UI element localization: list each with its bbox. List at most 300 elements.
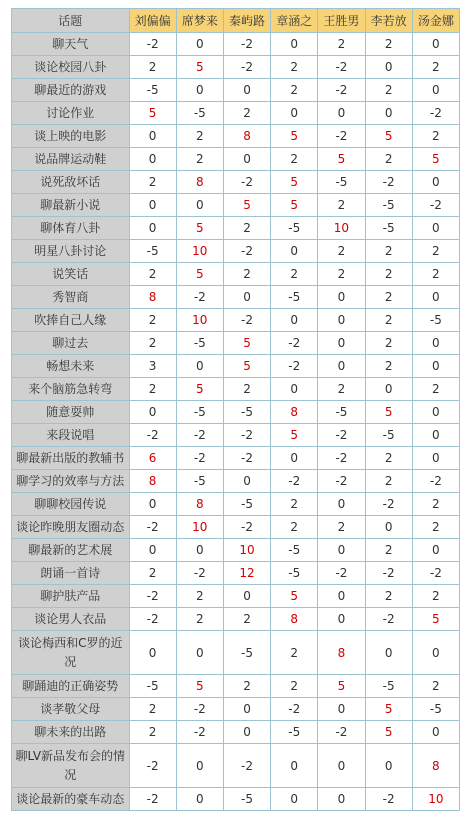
score-cell: -2 xyxy=(271,332,318,355)
score-cell: 10 xyxy=(176,240,223,263)
topic-cell: 聊最新小说 xyxy=(12,194,130,217)
score-cell: 2 xyxy=(318,240,365,263)
score-cell: 2 xyxy=(365,148,412,171)
score-cell: 2 xyxy=(176,608,223,631)
score-cell: 0 xyxy=(412,631,459,675)
table-row xyxy=(12,788,460,811)
table-row xyxy=(12,263,460,286)
score-cell: 2 xyxy=(412,378,459,401)
score-cell: 2 xyxy=(318,378,365,401)
score-cell: -2 xyxy=(412,102,459,125)
score-cell: 0 xyxy=(271,102,318,125)
score-cell: 0 xyxy=(223,698,270,721)
topic-cell: 聊LV新品发布会的情况 xyxy=(12,744,130,788)
score-cell: 2 xyxy=(412,516,459,539)
score-cell: 0 xyxy=(271,33,318,56)
score-cell: 0 xyxy=(129,194,176,217)
score-cell: -5 xyxy=(271,562,318,585)
topic-cell: 秀智商 xyxy=(12,286,130,309)
score-cell: 5 xyxy=(223,332,270,355)
score-cell: -2 xyxy=(223,744,270,788)
score-cell: 0 xyxy=(271,309,318,332)
topic-cell: 明星八卦讨论 xyxy=(12,240,130,263)
score-cell: -2 xyxy=(223,424,270,447)
score-cell: 0 xyxy=(412,79,459,102)
score-cell: 2 xyxy=(412,263,459,286)
topic-cell: 聊过去 xyxy=(12,332,130,355)
score-cell: -2 xyxy=(271,470,318,493)
score-cell: 0 xyxy=(271,788,318,811)
score-cell: 2 xyxy=(176,585,223,608)
score-cell: 0 xyxy=(318,698,365,721)
score-cell: -5 xyxy=(223,493,270,516)
score-cell: 0 xyxy=(318,539,365,562)
score-cell: 10 xyxy=(412,788,459,811)
topic-cell: 谈论校园八卦 xyxy=(12,56,130,79)
table-row xyxy=(12,286,460,309)
score-cell: 0 xyxy=(412,171,459,194)
table-row xyxy=(12,171,460,194)
name-column-header: 汤金娜 xyxy=(412,9,459,33)
score-cell: -2 xyxy=(365,562,412,585)
score-cell: 0 xyxy=(223,721,270,744)
topic-cell: 聊体育八卦 xyxy=(12,217,130,240)
table-row xyxy=(12,79,460,102)
score-cell: 0 xyxy=(365,516,412,539)
score-cell: 2 xyxy=(129,309,176,332)
score-cell: -5 xyxy=(271,286,318,309)
score-cell: -2 xyxy=(412,470,459,493)
header-row xyxy=(12,9,460,33)
score-cell: -2 xyxy=(318,447,365,470)
score-cell: 0 xyxy=(129,401,176,424)
score-cell: 0 xyxy=(129,493,176,516)
score-cell: -5 xyxy=(176,470,223,493)
score-cell: 10 xyxy=(176,516,223,539)
score-cell: -5 xyxy=(223,788,270,811)
score-cell: 0 xyxy=(176,33,223,56)
score-cell: 2 xyxy=(365,585,412,608)
score-cell: 2 xyxy=(271,493,318,516)
score-cell: 0 xyxy=(318,585,365,608)
topic-cell: 聊踊迪的正确姿势 xyxy=(12,675,130,698)
table-row xyxy=(12,585,460,608)
topic-cell: 聊学习的效率与方法 xyxy=(12,470,130,493)
score-cell: -2 xyxy=(176,286,223,309)
score-cell: 0 xyxy=(271,447,318,470)
score-cell: 2 xyxy=(318,33,365,56)
score-cell: 2 xyxy=(271,148,318,171)
score-cell: 5 xyxy=(365,125,412,148)
score-cell: 10 xyxy=(318,217,365,240)
score-cell: 0 xyxy=(176,539,223,562)
score-cell: 0 xyxy=(271,240,318,263)
topic-cell: 说笑话 xyxy=(12,263,130,286)
score-cell: 2 xyxy=(365,33,412,56)
score-cell: -5 xyxy=(129,675,176,698)
score-cell: 2 xyxy=(223,378,270,401)
score-cell: -2 xyxy=(318,562,365,585)
score-cell: -5 xyxy=(318,401,365,424)
score-cell: -2 xyxy=(412,562,459,585)
topic-cell: 谈上映的电影 xyxy=(12,125,130,148)
score-cell: 8 xyxy=(176,171,223,194)
score-cell: 0 xyxy=(271,378,318,401)
score-cell: 2 xyxy=(223,217,270,240)
score-cell: -2 xyxy=(318,56,365,79)
score-cell: -5 xyxy=(271,721,318,744)
score-cell: 0 xyxy=(318,309,365,332)
score-cell: 0 xyxy=(318,355,365,378)
score-cell: -2 xyxy=(365,608,412,631)
score-cell: 0 xyxy=(129,631,176,675)
score-cell: 0 xyxy=(129,148,176,171)
table-row xyxy=(12,332,460,355)
score-cell: 0 xyxy=(365,378,412,401)
table-row xyxy=(12,539,460,562)
score-cell: -2 xyxy=(223,240,270,263)
score-cell: 0 xyxy=(176,194,223,217)
score-cell: 2 xyxy=(223,102,270,125)
score-cell: 0 xyxy=(318,744,365,788)
topic-cell: 聊聊校园传说 xyxy=(12,493,130,516)
score-cell: -2 xyxy=(318,470,365,493)
topic-cell: 谈论昨晚朋友圈动态 xyxy=(12,516,130,539)
table-row xyxy=(12,562,460,585)
score-cell: -5 xyxy=(412,309,459,332)
score-cell: -5 xyxy=(365,194,412,217)
score-cell: 8 xyxy=(412,744,459,788)
topic-cell: 来个脑筋急转弯 xyxy=(12,378,130,401)
table-row xyxy=(12,309,460,332)
score-cell: 5 xyxy=(223,194,270,217)
score-cell: 5 xyxy=(271,424,318,447)
table-row xyxy=(12,744,460,788)
score-cell: 2 xyxy=(365,355,412,378)
table-row xyxy=(12,493,460,516)
topic-cell: 聊天气 xyxy=(12,33,130,56)
score-cell: 0 xyxy=(318,788,365,811)
score-cell: -2 xyxy=(271,698,318,721)
score-cell: 2 xyxy=(176,148,223,171)
score-cell: 0 xyxy=(129,125,176,148)
score-cell: 5 xyxy=(412,148,459,171)
score-cell: -2 xyxy=(365,788,412,811)
score-cell: -2 xyxy=(129,608,176,631)
topic-cell: 聊未来的出路 xyxy=(12,721,130,744)
topic-cell: 说品牌运动鞋 xyxy=(12,148,130,171)
score-cell: -2 xyxy=(318,125,365,148)
score-cell: 0 xyxy=(365,56,412,79)
score-cell: 0 xyxy=(412,401,459,424)
topic-cell: 谈论男人衣品 xyxy=(12,608,130,631)
score-cell: 2 xyxy=(129,171,176,194)
score-cell: 0 xyxy=(176,788,223,811)
score-cell: 2 xyxy=(129,332,176,355)
score-cell: -5 xyxy=(365,675,412,698)
score-cell: 0 xyxy=(271,744,318,788)
score-cell: -5 xyxy=(271,539,318,562)
score-cell: 5 xyxy=(318,148,365,171)
score-cell: 0 xyxy=(318,102,365,125)
score-cell: -2 xyxy=(365,171,412,194)
score-cell: -2 xyxy=(129,33,176,56)
score-cell: 0 xyxy=(412,721,459,744)
table-row xyxy=(12,721,460,744)
table-row xyxy=(12,516,460,539)
score-cell: 0 xyxy=(365,631,412,675)
table-row xyxy=(12,378,460,401)
table-row xyxy=(12,194,460,217)
score-cell: 5 xyxy=(271,194,318,217)
table-row xyxy=(12,447,460,470)
score-cell: 10 xyxy=(223,539,270,562)
score-cell: -2 xyxy=(318,79,365,102)
score-cell: 10 xyxy=(176,309,223,332)
score-cell: -2 xyxy=(412,194,459,217)
table-row xyxy=(12,698,460,721)
score-cell: 2 xyxy=(129,56,176,79)
score-cell: 2 xyxy=(412,585,459,608)
score-cell: 5 xyxy=(271,585,318,608)
score-cell: -5 xyxy=(176,332,223,355)
score-cell: 6 xyxy=(129,447,176,470)
score-cell: -5 xyxy=(412,698,459,721)
score-cell: 2 xyxy=(365,309,412,332)
score-cell: 5 xyxy=(412,608,459,631)
topic-cell: 聊最新的艺术展 xyxy=(12,539,130,562)
table-row xyxy=(12,631,460,675)
score-cell: 5 xyxy=(176,378,223,401)
score-cell: 2 xyxy=(412,493,459,516)
table-row xyxy=(12,470,460,493)
table-row xyxy=(12,240,460,263)
score-cell: 2 xyxy=(412,56,459,79)
score-cell: 5 xyxy=(365,698,412,721)
score-cell: -5 xyxy=(176,401,223,424)
score-cell: 5 xyxy=(365,721,412,744)
score-cell: 8 xyxy=(129,470,176,493)
score-cell: 0 xyxy=(223,79,270,102)
topic-score-table xyxy=(11,8,460,811)
name-column-header: 王胜男 xyxy=(318,9,365,33)
score-cell: 0 xyxy=(318,608,365,631)
score-cell: 2 xyxy=(271,56,318,79)
table-row xyxy=(12,608,460,631)
score-cell: 5 xyxy=(176,675,223,698)
score-cell: -2 xyxy=(318,721,365,744)
topic-cell: 谈论梅西和C罗的近况 xyxy=(12,631,130,675)
score-cell: 5 xyxy=(176,263,223,286)
score-cell: -2 xyxy=(129,744,176,788)
table-row xyxy=(12,33,460,56)
score-cell: -2 xyxy=(129,788,176,811)
table-row xyxy=(12,401,460,424)
score-cell: 2 xyxy=(318,194,365,217)
score-cell: 0 xyxy=(176,79,223,102)
score-cell: 0 xyxy=(176,355,223,378)
score-cell: 8 xyxy=(271,608,318,631)
score-cell: 2 xyxy=(318,263,365,286)
score-cell: 0 xyxy=(412,447,459,470)
score-cell: -2 xyxy=(129,424,176,447)
topic-cell: 说死敌坏话 xyxy=(12,171,130,194)
score-cell: 2 xyxy=(271,79,318,102)
score-cell: -2 xyxy=(223,309,270,332)
score-cell: 2 xyxy=(223,263,270,286)
score-cell: 3 xyxy=(129,355,176,378)
score-table-container xyxy=(11,8,460,811)
name-column-header: 席梦来 xyxy=(176,9,223,33)
topic-cell: 畅想未来 xyxy=(12,355,130,378)
score-cell: 2 xyxy=(318,516,365,539)
score-cell: 5 xyxy=(318,675,365,698)
score-cell: 2 xyxy=(271,516,318,539)
score-cell: -2 xyxy=(176,424,223,447)
score-cell: 0 xyxy=(412,286,459,309)
score-cell: 8 xyxy=(318,631,365,675)
score-cell: 0 xyxy=(412,217,459,240)
table-row xyxy=(12,125,460,148)
score-cell: 5 xyxy=(223,355,270,378)
score-cell: -2 xyxy=(176,698,223,721)
score-cell: 8 xyxy=(176,493,223,516)
score-cell: 2 xyxy=(129,263,176,286)
score-cell: 0 xyxy=(176,744,223,788)
score-cell: 0 xyxy=(223,470,270,493)
score-cell: -2 xyxy=(176,447,223,470)
score-cell: -5 xyxy=(271,217,318,240)
score-cell: -2 xyxy=(223,171,270,194)
topic-cell: 随意耍帅 xyxy=(12,401,130,424)
score-cell: 2 xyxy=(129,378,176,401)
score-cell: -2 xyxy=(129,516,176,539)
score-cell: -2 xyxy=(129,585,176,608)
table-row xyxy=(12,424,460,447)
score-cell: 5 xyxy=(271,125,318,148)
table-body xyxy=(12,33,460,811)
score-cell: -2 xyxy=(365,493,412,516)
topic-column-header: 话题 xyxy=(12,9,130,33)
score-cell: -2 xyxy=(271,355,318,378)
score-cell: 0 xyxy=(223,148,270,171)
score-cell: 2 xyxy=(176,125,223,148)
topic-cell: 吹捧自己人缘 xyxy=(12,309,130,332)
score-cell: 0 xyxy=(412,332,459,355)
score-cell: 2 xyxy=(223,608,270,631)
score-cell: -5 xyxy=(129,79,176,102)
score-cell: 2 xyxy=(129,698,176,721)
score-cell: 2 xyxy=(271,675,318,698)
score-cell: 2 xyxy=(129,721,176,744)
topic-cell: 聊护肤产品 xyxy=(12,585,130,608)
table-row xyxy=(12,675,460,698)
score-cell: 0 xyxy=(412,33,459,56)
score-cell: 2 xyxy=(365,240,412,263)
score-cell: 2 xyxy=(129,562,176,585)
score-cell: 0 xyxy=(223,286,270,309)
score-cell: 0 xyxy=(318,493,365,516)
score-cell: 5 xyxy=(129,102,176,125)
score-cell: 8 xyxy=(223,125,270,148)
name-column-header: 章涵之 xyxy=(271,9,318,33)
topic-cell: 来段说唱 xyxy=(12,424,130,447)
score-cell: 0 xyxy=(223,585,270,608)
score-cell: 0 xyxy=(176,631,223,675)
score-cell: 0 xyxy=(365,102,412,125)
score-cell: 0 xyxy=(412,355,459,378)
score-cell: -2 xyxy=(318,424,365,447)
name-column-header: 秦屿路 xyxy=(223,9,270,33)
score-cell: -5 xyxy=(365,217,412,240)
score-cell: 2 xyxy=(223,675,270,698)
score-cell: -2 xyxy=(176,562,223,585)
score-cell: 2 xyxy=(412,125,459,148)
score-cell: 2 xyxy=(412,240,459,263)
name-column-header: 刘偏偏 xyxy=(129,9,176,33)
score-cell: -5 xyxy=(223,401,270,424)
score-cell: 2 xyxy=(365,286,412,309)
topic-cell: 谈论最新的豪车动态 xyxy=(12,788,130,811)
topic-cell: 朗诵一首诗 xyxy=(12,562,130,585)
table-row xyxy=(12,102,460,125)
score-cell: 2 xyxy=(365,539,412,562)
score-cell: 2 xyxy=(271,263,318,286)
score-cell: 2 xyxy=(365,447,412,470)
score-cell: -5 xyxy=(129,240,176,263)
score-cell: 0 xyxy=(412,424,459,447)
score-cell: 12 xyxy=(223,562,270,585)
topic-cell: 聊最新出版的教辅书 xyxy=(12,447,130,470)
score-cell: 0 xyxy=(365,744,412,788)
score-cell: 0 xyxy=(129,217,176,240)
score-cell: 0 xyxy=(129,539,176,562)
topic-cell: 谈孝敬父母 xyxy=(12,698,130,721)
score-cell: -2 xyxy=(223,33,270,56)
topic-cell: 讨论作业 xyxy=(12,102,130,125)
score-cell: 2 xyxy=(365,470,412,493)
score-cell: 2 xyxy=(271,631,318,675)
topic-cell: 聊最近的游戏 xyxy=(12,79,130,102)
score-cell: -5 xyxy=(223,631,270,675)
score-cell: -2 xyxy=(176,721,223,744)
score-cell: -5 xyxy=(176,102,223,125)
table-row xyxy=(12,56,460,79)
score-cell: -2 xyxy=(223,56,270,79)
score-cell: 5 xyxy=(176,217,223,240)
score-cell: 2 xyxy=(412,675,459,698)
score-cell: -2 xyxy=(223,516,270,539)
score-cell: 8 xyxy=(271,401,318,424)
score-cell: 5 xyxy=(176,56,223,79)
score-cell: -2 xyxy=(223,447,270,470)
score-cell: 0 xyxy=(318,286,365,309)
score-cell: 2 xyxy=(365,263,412,286)
score-cell: -5 xyxy=(365,424,412,447)
score-cell: 5 xyxy=(365,401,412,424)
score-cell: 0 xyxy=(412,539,459,562)
score-cell: -5 xyxy=(318,171,365,194)
score-cell: 8 xyxy=(129,286,176,309)
table-row xyxy=(12,148,460,171)
score-cell: 0 xyxy=(318,332,365,355)
score-cell: 5 xyxy=(271,171,318,194)
name-column-header: 李若放 xyxy=(365,9,412,33)
table-row xyxy=(12,217,460,240)
score-cell: 2 xyxy=(365,332,412,355)
table-row xyxy=(12,355,460,378)
score-cell: 2 xyxy=(365,79,412,102)
